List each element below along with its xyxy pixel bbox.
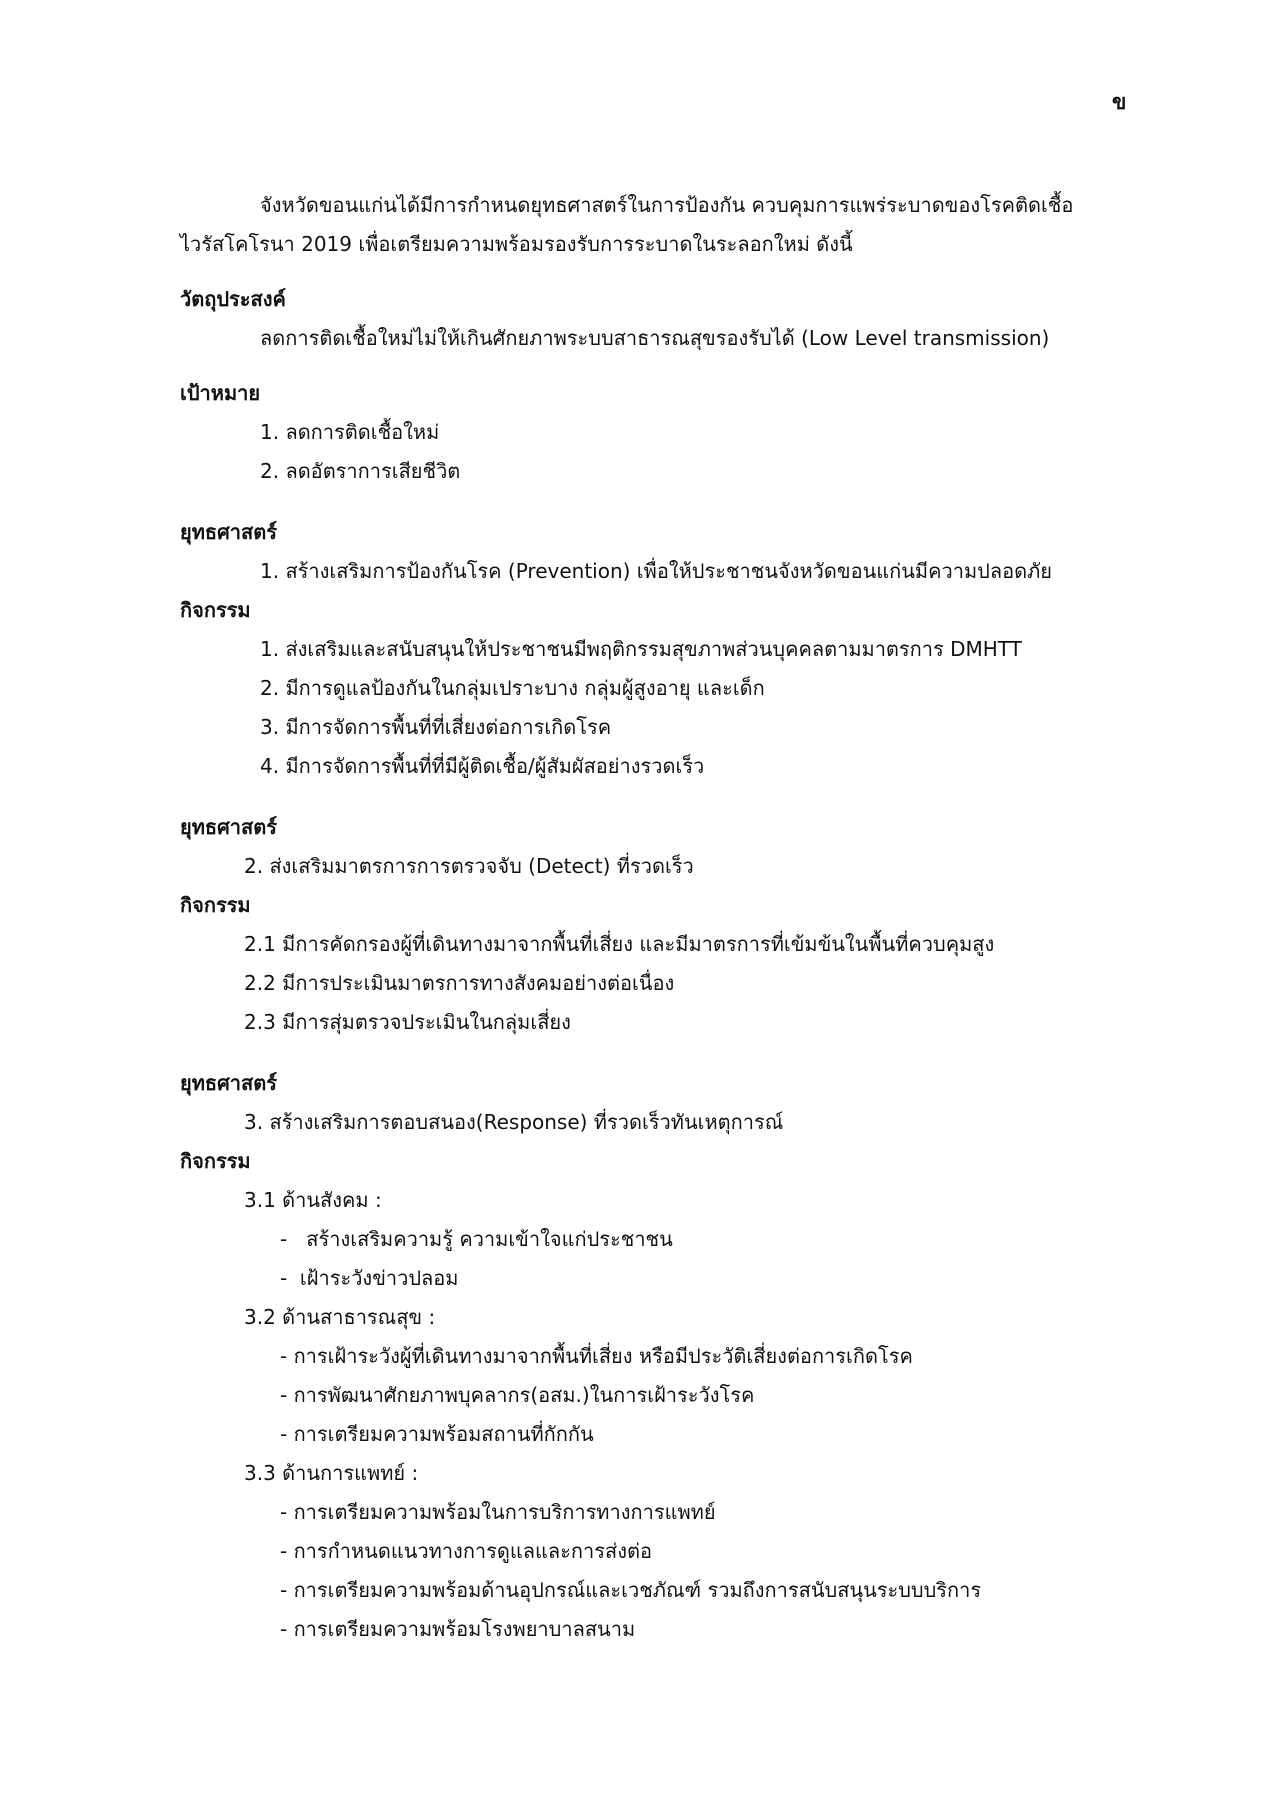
intro-paragraph: [180, 186, 1120, 264]
strategy-3-title: 3. สร้างเสริมการตอบสนอง(Response) ที่รวดเร็วทันเหตุการณ์: [244, 1110, 784, 1134]
medical-item: - การเตรียมความพร้อมด้านอุปกรณ์และเวชภัณฑ์ รวมถึงการสนับสนุนระบบบริการ: [280, 1578, 982, 1602]
medical-section-title: 3.3 ด้านการแพทย์ :: [244, 1461, 419, 1485]
strategy-2-activity: 2.3 มีการสุ่มตรวจประเมินในกลุ่มเสี่ยง: [244, 1010, 571, 1034]
public-health-item: - การเตรียมความพร้อมสถานที่กักกัน: [280, 1422, 594, 1446]
goal-item: 1. ลดการติดเชื้อใหม่: [260, 420, 440, 444]
medical-item: - การเตรียมความพร้อมโรงพยาบาลสนาม: [280, 1617, 636, 1641]
strategy-1-heading: ยุทธศาสตร์: [180, 520, 277, 544]
strategy-1-title: 1. สร้างเสริมการป้องกันโรค (Prevention) เพื่อให้ประชาชนจังหวัดขอนแก่นมีความปลอดภัย: [260, 559, 1052, 583]
objective-text: ลดการติดเชื้อใหม่ไม่ให้เกินศักยภาพระบบสาธารณสุขรองรับได้ (Low Level transmission): [260, 326, 1050, 350]
strategy-2-activity: 2.1 มีการคัดกรองผู้ที่เดินทางมาจากพื้นที่เสี่ยง และมีมาตรการที่เข้มข้นในพื้นที่ควบคุมสูง: [244, 932, 995, 956]
public-health-item: - การเฝ้าระวังผู้ที่เดินทางมาจากพื้นที่เสี่ยง หรือมีประวัติเสี่ยงต่อการเกิดโรค: [280, 1344, 913, 1368]
strategy-2-activity: 2.2 มีการประเมินมาตรการทางสังคมอย่างต่อเนื่อง: [244, 971, 675, 995]
strategy-1-activity: 3. มีการจัดการพื้นที่ที่เสี่ยงต่อการเกิดโรค: [260, 715, 612, 739]
strategy-3-heading: ยุทธศาสตร์: [180, 1071, 277, 1095]
strategy-2-title: 2. ส่งเสริมมาตรการการตรวจจับ (Detect) ที่รวดเร็ว: [244, 854, 694, 878]
goal-item: 2. ลดอัตราการเสียชีวิต: [260, 459, 461, 483]
document-body: [180, 186, 1120, 1649]
strategy-3-activities-heading: กิจกรรม: [180, 1149, 251, 1173]
medical-item: - การเตรียมความพร้อมในการบริการทางการแพทย์: [280, 1500, 716, 1524]
social-item: - สร้างเสริมความรู้ ความเข้าใจแก่ประชาชน: [280, 1227, 673, 1251]
public-health-item: - การพัฒนาศักยภาพบุคลากร(อสม.)ในการเฝ้าระวังโรค: [280, 1383, 755, 1407]
objective-heading: วัตถุประสงค์: [180, 287, 286, 311]
strategy-1-activity: 4. มีการจัดการพื้นที่ที่มีผู้ติดเชื้อ/ผู้สัมผัสอย่างรวดเร็ว: [260, 754, 705, 778]
social-section-title: 3.1 ด้านสังคม :: [244, 1188, 382, 1212]
strategy-1-activity: 1. ส่งเสริมและสนับสนุนให้ประชาชนมีพฤติกรรมสุขภาพส่วนบุคคลตามมาตรการ DMHTT: [260, 637, 1022, 661]
intro-line-2: ไวรัสโคโรนา 2019 เพื่อเตรียมความพร้อมรองรับการระบาดในระลอกใหม่ ดังนี้: [180, 232, 853, 256]
social-item: - เฝ้าระวังข่าวปลอม: [280, 1266, 459, 1290]
strategy-2-heading: ยุทธศาสตร์: [180, 815, 277, 839]
public-health-section-title: 3.2 ด้านสาธารณสุข :: [244, 1305, 436, 1329]
intro-line-1: จังหวัดขอนแก่นได้มีการกำหนดยุทธศาสตร์ในการป้องกัน ควบคุมการแพร่ระบาดของโรคติดเชื้อ: [260, 193, 1074, 217]
page-number: ข: [1112, 90, 1127, 114]
strategy-2-activities-heading: กิจกรรม: [180, 893, 251, 917]
goals-heading: เป้าหมาย: [180, 381, 261, 405]
strategy-1-activities-heading: กิจกรรม: [180, 598, 251, 622]
medical-item: - การกำหนดแนวทางการดูแลและการส่งต่อ: [280, 1539, 652, 1563]
strategy-1-activity: 2. มีการดูแลป้องกันในกลุ่มเปราะบาง กลุ่มผู้สูงอายุ และเด็ก: [260, 676, 765, 700]
